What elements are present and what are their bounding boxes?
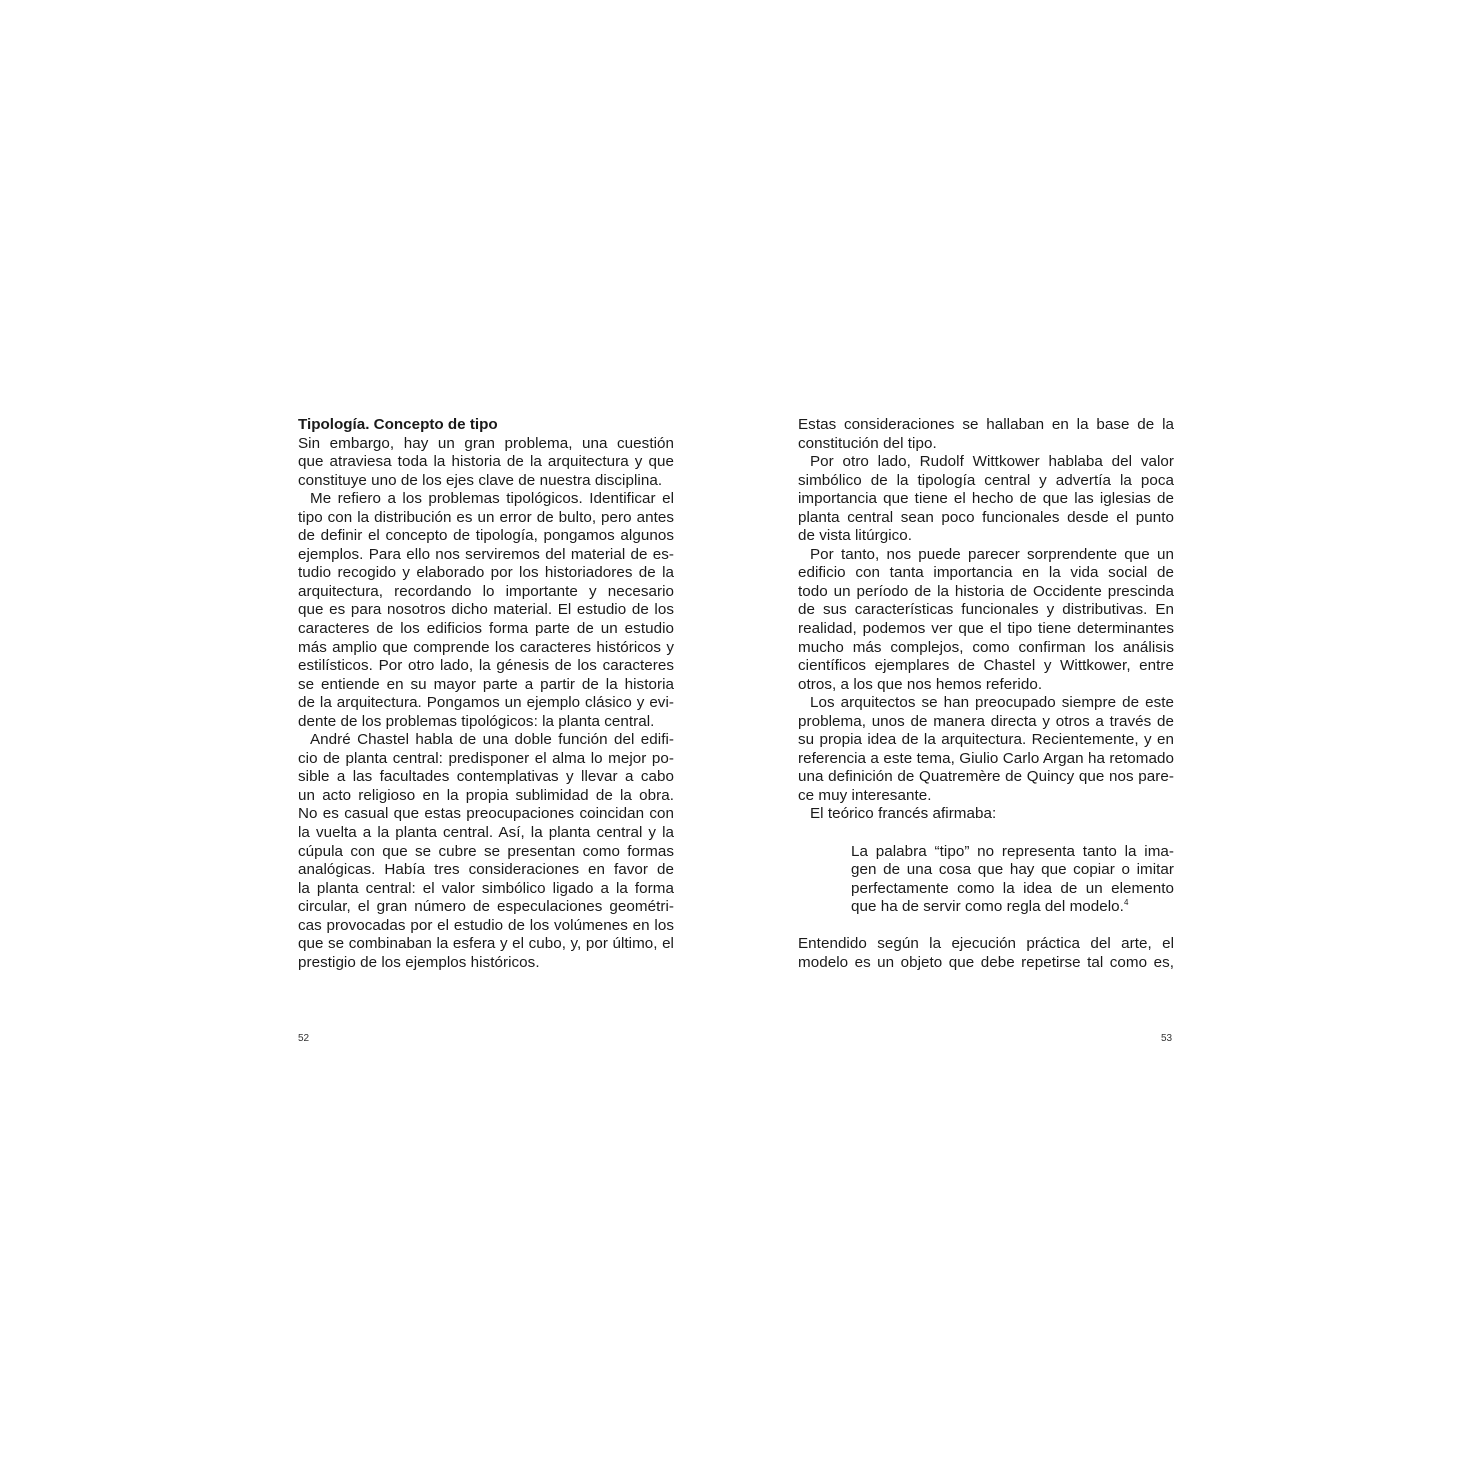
text-line: arquitectura, recordando lo importante y necesario: [298, 582, 674, 600]
text-line: su propia idea de la arquitectura. Recientemente, y en: [798, 731, 1174, 749]
text-line: problema, unos de manera directa y otros a través de: [798, 712, 1174, 730]
text-line: Me refiero a los problemas tipológicos. Identificar el: [310, 490, 674, 508]
text-line: constituye uno de los ejes clave de nuestra disciplina.: [298, 471, 663, 489]
text-line: André Chastel habla de una doble función del edifi-: [310, 731, 674, 749]
text-line: un acto religioso en la propia sublimidad de la obra.: [298, 786, 674, 804]
text-line: simbólico de la tipología central y advertía la poca: [798, 471, 1174, 489]
text-line: se entiende en su mayor parte a partir de la historia: [298, 675, 674, 693]
right-page-continuation: [798, 935, 1174, 972]
text-line: No es casual que estas preocupaciones coincidan con: [298, 805, 674, 823]
section-heading: Tipología. Concepto de tipo: [298, 416, 498, 433]
text-line: más amplio que comprende los caracteres históricos y: [298, 638, 674, 656]
quote-line: gen de una cosa que hay que copiar o imitar: [851, 861, 1174, 879]
text-line: de vista litúrgico.: [798, 527, 913, 545]
text-line: sible a las facultades contemplativas y llevar a cabo: [298, 768, 674, 786]
text-line: que es para nosotros dicho material. El estudio de los: [298, 601, 674, 619]
right-page: [798, 416, 1174, 972]
text-line: de sus características funcionales y distributivas. En: [798, 601, 1174, 619]
text-line: Sin embargo, hay un gran problema, una cuestión: [298, 434, 674, 452]
quote-line: perfectamente como la idea de un elemento: [851, 879, 1174, 897]
text-line: la vuelta a la planta central. Así, la planta central y la: [298, 824, 674, 842]
text-line: circular, el gran número de especulaciones geométri-: [298, 898, 674, 916]
page-number-right: 53: [1161, 1033, 1173, 1044]
text-line: todo un período de la historia de Occidente prescinda: [798, 582, 1174, 600]
footnote-marker: 4: [1123, 898, 1129, 908]
text-line: referencia a este tema, Giulio Carlo Argan ha retomado: [798, 749, 1174, 767]
quote-line-text: que ha de servir como regla del modelo.: [851, 898, 1124, 916]
text-line: de definir el concepto de tipología, pongamos algunos: [298, 527, 674, 545]
text-line: Por otro lado, Rudolf Wittkower hablaba del valor: [810, 453, 1174, 471]
page-number-left: 52: [298, 1033, 310, 1044]
text-line: estilísticos. Por otro lado, la génesis de los caracteres: [298, 657, 674, 675]
text-line: tudio recogido y elaborado por los historiadores de la: [298, 564, 674, 582]
left-page: [298, 416, 674, 972]
quote-spacer: [798, 917, 1174, 936]
quote-spacer: [798, 824, 1174, 843]
text-line: la planta central: el valor simbólico ligado a la forma: [298, 879, 674, 897]
left-page-body: [298, 435, 674, 973]
quote-line-last: [851, 898, 1174, 917]
text-line: de la arquitectura. Pongamos un ejemplo clásico y evi-: [298, 694, 674, 712]
text-line: ejemplos. Para ello nos serviremos del material de es-: [298, 545, 674, 563]
right-page-body: [798, 416, 1174, 824]
text-line: Entendido según la ejecución práctica del arte, el: [798, 935, 1174, 953]
text-line: El teórico francés afirmaba:: [810, 805, 997, 823]
text-line: cúpula con que se cubre se presentan como formas: [298, 842, 674, 860]
text-line: que se combinaban la esfera y el cubo, y, por último, el: [298, 935, 674, 953]
text-line: tipo con la distribución es un error de bulto, pero antes: [298, 508, 674, 526]
text-line: importancia que tiene el hecho de que las iglesias de: [798, 490, 1174, 508]
text-line: científicos ejemplares de Chastel y Wittkower, entre: [798, 657, 1174, 675]
text-line: dente de los problemas tipológicos: la planta central.: [298, 712, 655, 730]
text-line: Estas consideraciones se hallaban en la base de la: [798, 416, 1174, 433]
text-line: edificio con tanta importancia en la vida social de: [798, 564, 1174, 582]
text-line: Por tanto, nos puede parecer sorprendente que un: [810, 545, 1174, 563]
quote-line: La palabra “tipo” no representa tanto la ima-: [851, 842, 1174, 860]
text-line: cio de planta central: predisponer el alma lo mejor po-: [298, 749, 674, 767]
text-line: prestigio de los ejemplos históricos.: [298, 953, 540, 971]
text-line: mucho más complejos, como confirman los análisis: [798, 638, 1174, 656]
text-line: una definición de Quatremère de Quincy que nos pare-: [798, 768, 1174, 786]
text-line: ce muy interesante.: [798, 786, 932, 804]
text-line: modelo es un objeto que debe repetirse tal como es,: [798, 953, 1174, 971]
text-line: analógicas. Había tres consideraciones en favor de: [298, 861, 674, 879]
text-line: cas provocadas por el estudio de los volúmenes en los: [298, 916, 674, 934]
text-line: que atraviesa toda la historia de la arquitectura y que: [298, 453, 674, 471]
text-line: planta central sean poco funcionales desde el punto: [798, 508, 1174, 526]
text-line: constitución del tipo.: [798, 434, 937, 452]
text-line: caracteres de los edificios forma parte de un estudio: [298, 620, 674, 638]
text-line: Los arquitectos se han preocupado siempre de este: [810, 694, 1174, 712]
text-line: otros, a los que nos hemos referido.: [798, 675, 1043, 693]
block-quote: [798, 843, 1174, 917]
text-line: realidad, podemos ver que el tipo tiene determinantes: [798, 620, 1174, 638]
